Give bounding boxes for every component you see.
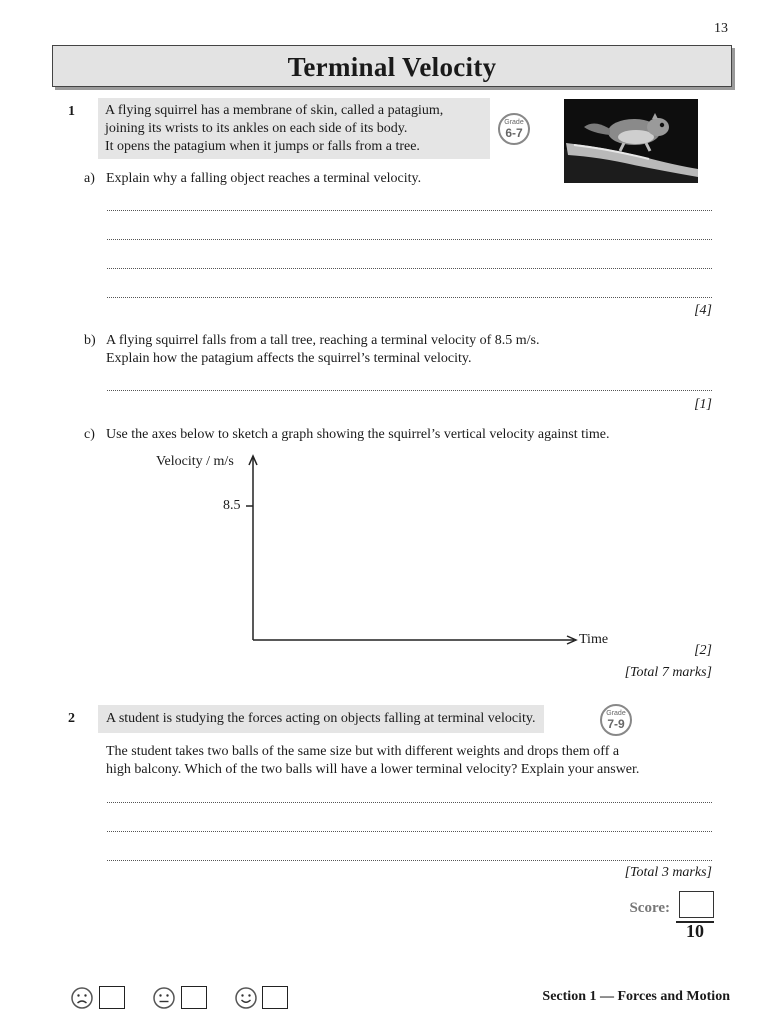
part-b-letter: b) bbox=[84, 333, 96, 348]
question-2-number: 2 bbox=[68, 711, 75, 726]
grade-word: Grade bbox=[504, 119, 524, 126]
x-axis-label: Time bbox=[579, 632, 609, 647]
answer-line[interactable] bbox=[107, 390, 712, 391]
part-b-marks: [1] bbox=[694, 397, 712, 412]
part-a-letter: a) bbox=[84, 171, 95, 186]
checkbox-neutral[interactable] bbox=[181, 986, 207, 1009]
answer-line[interactable] bbox=[107, 802, 712, 803]
part-a-marks: [4] bbox=[694, 303, 712, 318]
part-c-letter: c) bbox=[84, 427, 95, 442]
question-2-total: [Total 3 marks] bbox=[624, 865, 712, 880]
answer-line[interactable] bbox=[107, 239, 712, 240]
grade-badge-6-7 bbox=[498, 113, 530, 145]
answer-line[interactable] bbox=[107, 860, 712, 861]
question-1-total: [Total 7 marks] bbox=[624, 665, 712, 680]
answer-line[interactable] bbox=[107, 210, 712, 211]
intro-line: It opens the patagium when it jumps or falls from a tree. bbox=[105, 139, 420, 154]
question-2-line: high balcony. Which of the two balls will have a lower terminal velocity? Explain your answer. bbox=[106, 762, 640, 777]
sketch-axes[interactable] bbox=[150, 448, 600, 653]
grade-value: 6-7 bbox=[505, 126, 523, 140]
score-label: Score: bbox=[629, 900, 670, 916]
answer-line[interactable] bbox=[107, 297, 712, 298]
part-c-question: Use the axes below to sketch a graph showing the squirrel’s vertical velocity against time. bbox=[106, 427, 610, 442]
checkbox-frown[interactable] bbox=[99, 986, 125, 1009]
grade-value: 7-9 bbox=[607, 717, 625, 731]
neutral-face-icon bbox=[152, 986, 176, 1015]
page-number: 13 bbox=[714, 21, 728, 36]
question-2-body bbox=[106, 743, 639, 779]
part-c-marks: [2] bbox=[694, 643, 712, 658]
part-b-line: Explain how the patagium affects the squirrel’s terminal velocity. bbox=[106, 351, 472, 366]
y-axis-tick-label: 8.5 bbox=[223, 498, 241, 513]
question-2-line: The student takes two balls of the same size but with different weights and drops them off a bbox=[106, 744, 620, 759]
title-banner bbox=[52, 45, 732, 87]
checkbox-smile[interactable] bbox=[262, 986, 288, 1009]
section-footer: Section 1 — Forces and Motion bbox=[542, 989, 730, 1004]
question-1-number: 1 bbox=[68, 104, 75, 119]
y-axis-label: Velocity / m/s bbox=[156, 454, 234, 469]
squirrel-image-icon bbox=[564, 99, 698, 183]
grade-word: Grade bbox=[606, 710, 626, 717]
grade-badge-7-9 bbox=[600, 704, 632, 736]
score-input-box[interactable] bbox=[679, 891, 714, 918]
question-1-intro bbox=[98, 98, 490, 159]
part-b-question bbox=[106, 332, 539, 368]
part-b-line: A flying squirrel falls from a tall tree, reaching a terminal velocity of 8.5 m/s. bbox=[106, 333, 540, 348]
answer-line[interactable] bbox=[107, 268, 712, 269]
intro-line: A flying squirrel has a membrane of skin, called a patagium, bbox=[105, 103, 444, 118]
frown-face-icon bbox=[70, 986, 94, 1015]
flying-squirrel-photo bbox=[564, 99, 698, 183]
question-2-intro: A student is studying the forces acting on objects falling at terminal velocity. bbox=[98, 705, 544, 733]
score-total: 10 bbox=[686, 921, 704, 941]
smile-face-icon bbox=[234, 986, 258, 1015]
intro-line: joining its wrists to its ankles on each side of its body. bbox=[105, 121, 408, 136]
answer-line[interactable] bbox=[107, 831, 712, 832]
part-a-question: Explain why a falling object reaches a terminal velocity. bbox=[106, 171, 422, 186]
page-title: Terminal Velocity bbox=[287, 52, 497, 82]
